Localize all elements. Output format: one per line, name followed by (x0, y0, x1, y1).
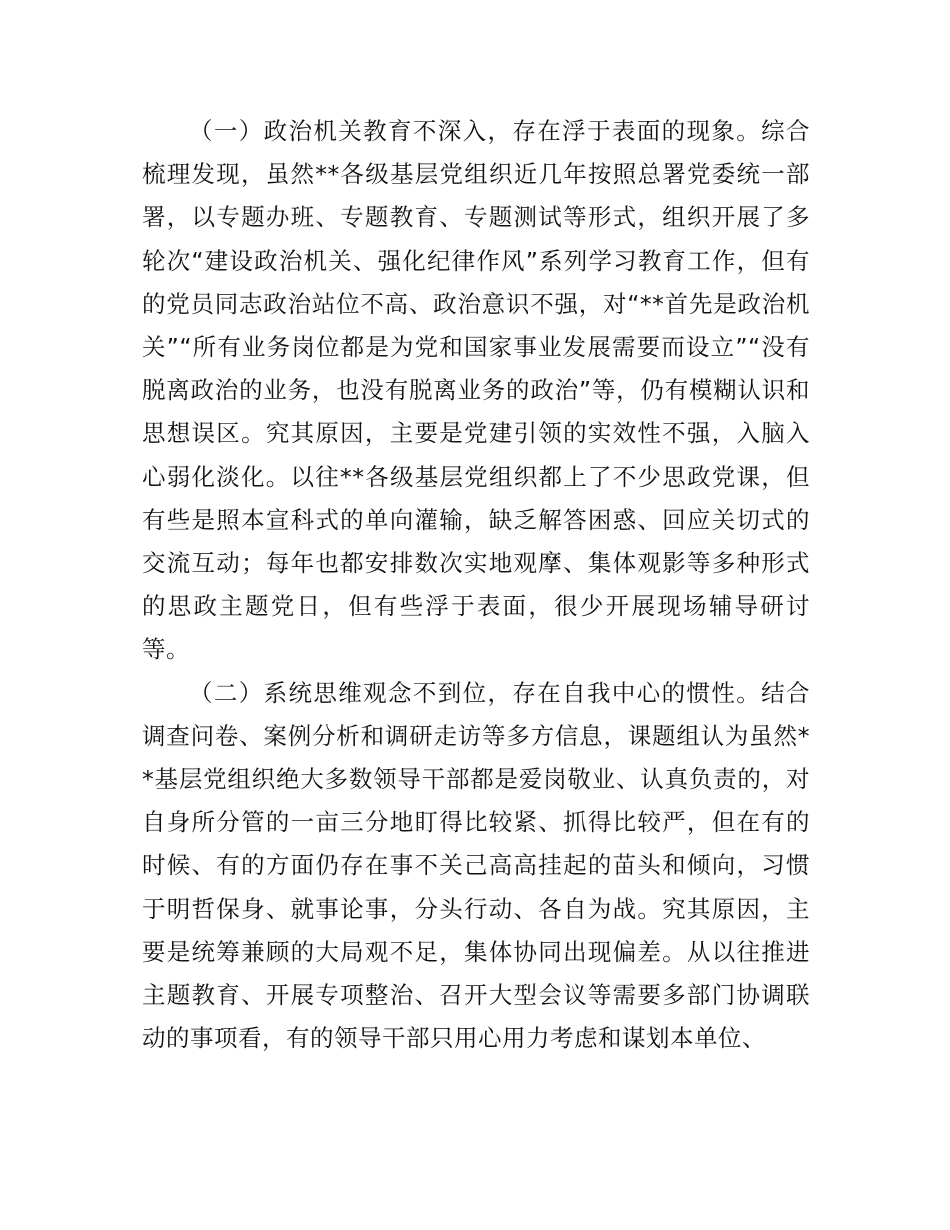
paragraph-systems-thinking: （二）系统思维观念不到位，存在自我中心的惯性。结合调查问卷、案例分析和调研走访等多方信息，课题组认为虽然**基层党组织绝大多数领导干部都是爱岗敬业、认真负责的，对自身所分管的一亩三分地盯得比较紧、抓得比较严，但在有的时候、有的方面仍存在事不关己高高挂起的苗头和倾向，习惯于明哲保身、就事论事，分头行动、各自为战。究其原因，主要是统筹兼顾的大局观不足，集体协同出现偏差。从以往推进主题教育、开展专项整治、召开大型会议等需要多部门协调联动的事项看，有的领导干部只用心用力考虑和谋划本单位、 (142, 678, 810, 1053)
document-body (142, 110, 810, 1060)
paragraph-political-education: （一）政治机关教育不深入，存在浮于表面的现象。综合梳理发现，虽然**各级基层党组织近几年按照总署党委统一部署，以专题办班、专题教育、专题测试等形式，组织开展了多轮次“建设政治机关、强化纪律作风”系列学习教育工作，但有的党员同志政治站位不高、政治意识不强，对“**首先是政治机关”“所有业务岗位都是为党和国家事业发展需要而设立”“没有脱离政治的业务，也没有脱离业务的政治”等，仍有模糊认识和思想误区。究其原因，主要是党建引领的实效性不强，入脑入心弱化淡化。以往**各级基层党组织都上了不少思政党课，但有些是照本宣科式的单向灌输，缺乏解答困惑、回应关切式的交流互动；每年也都安排数次实地观摩、集体观影等多种形式的思政主题党日，但有些浮于表面，很少开展现场辅导研讨等。 (142, 117, 810, 664)
